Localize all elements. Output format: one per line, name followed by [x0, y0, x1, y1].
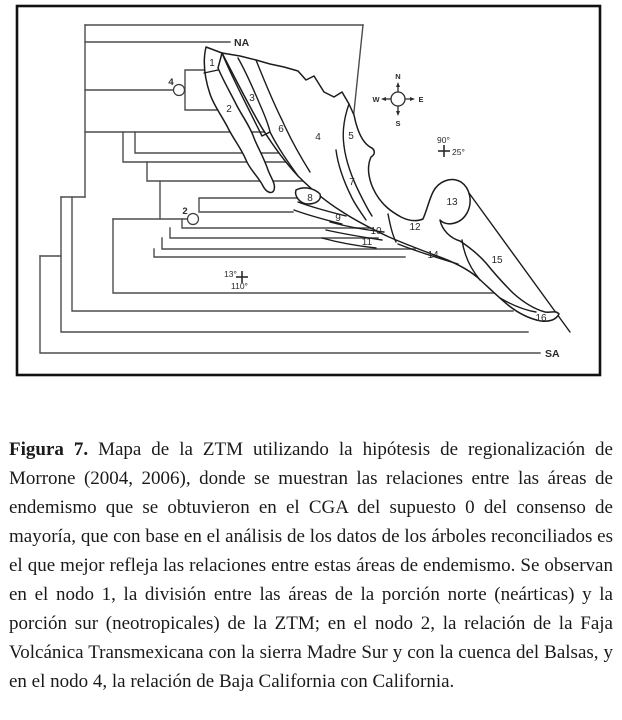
latitude-25-label: 25° [452, 147, 465, 157]
node-4-marker [174, 85, 185, 96]
region-label-16: 16 [535, 313, 547, 324]
region-label-8: 8 [307, 193, 313, 204]
compass-n: N [395, 72, 401, 81]
region-label-6: 6 [278, 124, 284, 135]
latitude-13-label: 13° [224, 269, 237, 279]
region-label-4: 4 [315, 132, 321, 143]
region-label-3: 3 [249, 93, 255, 104]
figure-caption [0, 421, 622, 696]
sa-label: SA [545, 348, 560, 360]
compass-e: E [418, 95, 424, 104]
figure-caption-number: Figura 7. [9, 439, 89, 460]
figure-caption-text: Mapa de la ZTM utilizando la hipótesis de regionalización de Morrone (2004, 2006), donde se muestran las relaciones entre las áreas de endemismo que se obtuvieron en el CGA del supuesto 0 del consenso de mayoría, que con base en el análisis de los datos de los árboles reconciliados es el que mejor refleja las relaciones entre estas áreas de endemismo. Se observan en el nodo 1, la división entre las áreas de la porción norte (neárticas) y la porción sur (neotropicales) de la ZTM; en el nodo 2, la relación de la Faja Volcánica Transmexicana con la sierra Madre Sur y con la cuenca del Balsas, y en el nodo 4, la relación de Baja California con California. [9, 439, 613, 692]
region-label-9: 9 [335, 213, 341, 224]
longitude-90-label: 90° [437, 135, 450, 145]
region-label-12: 12 [409, 222, 421, 233]
region-label-5: 5 [348, 131, 354, 142]
region-label-11: 11 [361, 237, 373, 248]
na-label: NA [234, 37, 250, 49]
region-label-14: 14 [427, 250, 439, 261]
region-label-15: 15 [491, 255, 503, 266]
region-label-13: 13 [446, 197, 458, 208]
longitude-110-label: 110° [231, 281, 248, 291]
node-4-label: 4 [168, 77, 174, 88]
compass-circle [391, 92, 405, 106]
compass-s: S [395, 119, 401, 128]
node-2-label: 2 [182, 206, 188, 217]
region-label-7: 7 [349, 177, 355, 188]
node-2-marker [188, 214, 199, 225]
region-label-10: 10 [370, 226, 382, 237]
region-label-2: 2 [226, 104, 232, 115]
region-label-1: 1 [209, 58, 215, 69]
compass-w: W [372, 95, 380, 104]
